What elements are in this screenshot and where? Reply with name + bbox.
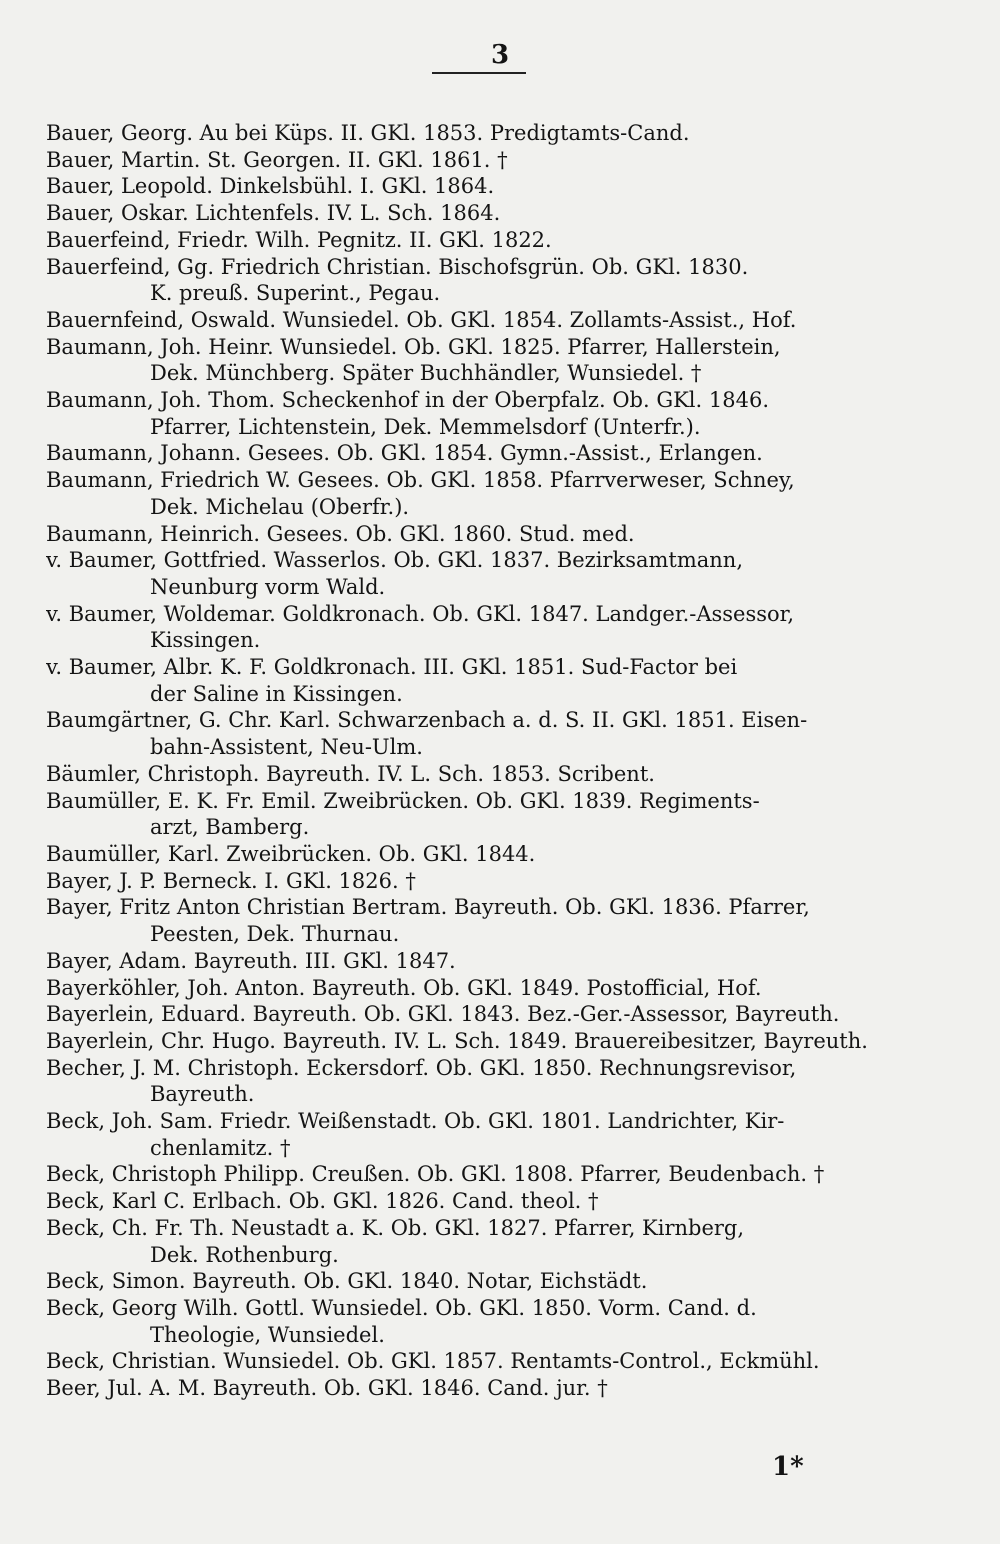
printer-signature-mark: 1* xyxy=(772,1452,804,1482)
page-number: 3 xyxy=(490,40,510,70)
register-entry xyxy=(46,227,914,254)
register-entry xyxy=(46,1295,914,1348)
entry-first-line: Baumann, Joh. Thom. Scheckenhof in der Oberpfalz. Ob. GKl. 1846. xyxy=(46,388,769,413)
entry-first-line: Bauer, Martin. St. Georgen. II. GKl. 1861. † xyxy=(46,147,508,172)
register-entry xyxy=(46,440,914,467)
entry-continuation-line: arzt, Bamberg. xyxy=(150,815,310,840)
entry-first-line: Baumann, Joh. Heinr. Wunsiedel. Ob. GKl. 1825. Pfarrer, Hallerstein, xyxy=(46,334,781,359)
entry-first-line: Baumüller, E. K. Fr. Emil. Zweibrücken. Ob. GKl. 1839. Regiments- xyxy=(46,788,760,813)
entry-first-line: Bäumler, Christoph. Bayreuth. IV. L. Sch. 1853. Scribent. xyxy=(46,761,655,786)
register-entry xyxy=(46,841,914,868)
entry-first-line: Beck, Georg Wilh. Gottl. Wunsiedel. Ob. GKl. 1850. Vorm. Cand. d. xyxy=(46,1295,757,1320)
entry-continuation-line: Pfarrer, Lichtenstein, Dek. Memmelsdorf (Unterfr.). xyxy=(150,414,701,439)
register-entry xyxy=(46,601,914,654)
entry-first-line: Baumann, Heinrich. Gesees. Ob. GKl. 1860. Stud. med. xyxy=(46,521,635,546)
entry-first-line: Bayerköhler, Joh. Anton. Bayreuth. Ob. GKl. 1849. Postofficial, Hof. xyxy=(46,975,762,1000)
entry-first-line: Beck, Karl C. Erlbach. Ob. GKl. 1826. Cand. theol. † xyxy=(46,1189,599,1214)
register-entry xyxy=(46,1375,914,1402)
register-entry xyxy=(46,868,914,895)
register-entries xyxy=(46,120,914,1402)
entry-continuation-line: Bayreuth. xyxy=(150,1082,255,1107)
entry-first-line: Beck, Simon. Bayreuth. Ob. GKl. 1840. Notar, Eichstädt. xyxy=(46,1269,648,1294)
entry-first-line: Bayer, Fritz Anton Christian Bertram. Bayreuth. Ob. GKl. 1836. Pfarrer, xyxy=(46,895,810,920)
entry-first-line: Beck, Joh. Sam. Friedr. Weißenstadt. Ob. GKl. 1801. Landrichter, Kir- xyxy=(46,1109,785,1134)
entry-continuation-line: Neunburg vorm Wald. xyxy=(150,574,386,599)
register-entry xyxy=(46,147,914,174)
entry-first-line: Beck, Ch. Fr. Th. Neustadt a. K. Ob. GKl. 1827. Pfarrer, Kirnberg, xyxy=(46,1215,745,1240)
register-entry xyxy=(46,120,914,147)
entry-continuation-line: K. preuß. Superint., Pegau. xyxy=(150,281,441,306)
entry-continuation-line: Peesten, Dek. Thurnau. xyxy=(150,922,400,947)
register-entry xyxy=(46,1001,914,1028)
entry-continuation-line: Dek. Michelau (Oberfr.). xyxy=(150,494,410,519)
entry-first-line: Bauer, Leopold. Dinkelsbühl. I. GKl. 1864. xyxy=(46,174,495,199)
register-entry xyxy=(46,1028,914,1055)
entry-first-line: Becher, J. M. Christoph. Eckersdorf. Ob. GKl. 1850. Rechnungsrevisor, xyxy=(46,1055,797,1080)
register-entry xyxy=(46,254,914,307)
register-entry xyxy=(46,761,914,788)
entry-first-line: Bauerfeind, Friedr. Wilh. Pegnitz. II. GKl. 1822. xyxy=(46,227,552,252)
entry-continuation-line: der Saline in Kissingen. xyxy=(150,681,403,706)
entry-first-line: Baumüller, Karl. Zweibrücken. Ob. GKl. 1844. xyxy=(46,841,536,866)
register-entry xyxy=(46,521,914,548)
register-entry xyxy=(46,788,914,841)
entry-first-line: Bayerlein, Chr. Hugo. Bayreuth. IV. L. Sch. 1849. Brauereibesitzer, Bayreuth. xyxy=(46,1028,868,1053)
entry-first-line: Bauernfeind, Oswald. Wunsiedel. Ob. GKl. 1854. Zollamts-Assist., Hof. xyxy=(46,307,797,332)
entry-first-line: Beer, Jul. A. M. Bayreuth. Ob. GKl. 1846. Cand. jur. † xyxy=(46,1376,608,1401)
register-entry xyxy=(46,547,914,600)
register-entry xyxy=(46,1268,914,1295)
register-entry xyxy=(46,1348,914,1375)
entry-first-line: Baumann, Johann. Gesees. Ob. GKl. 1854. Gymn.-Assist., Erlangen. xyxy=(46,441,763,466)
register-entry xyxy=(46,1108,914,1161)
entry-first-line: Bauer, Georg. Au bei Küps. II. GKl. 1853. Predigtamts-Cand. xyxy=(46,121,690,145)
register-entry xyxy=(46,1215,914,1268)
register-entry xyxy=(46,1161,914,1188)
entry-first-line: Beck, Christoph Philipp. Creußen. Ob. GKl. 1808. Pfarrer, Beudenbach. † xyxy=(46,1162,825,1187)
register-entry xyxy=(46,173,914,200)
entry-first-line: Bayer, Adam. Bayreuth. III. GKl. 1847. xyxy=(46,948,456,973)
entry-first-line: v. Baumer, Woldemar. Goldkronach. Ob. GKl. 1847. Landger.-Assessor, xyxy=(46,601,795,626)
register-entry xyxy=(46,654,914,707)
entry-continuation-line: Dek. Rothenburg. xyxy=(150,1242,339,1267)
entry-first-line: Beck, Christian. Wunsiedel. Ob. GKl. 1857. Rentamts-Control., Eckmühl. xyxy=(46,1349,820,1374)
entry-first-line: Baumann, Friedrich W. Gesees. Ob. GKl. 1858. Pfarrverweser, Schney, xyxy=(46,468,795,493)
entry-first-line: v. Baumer, Gottfried. Wasserlos. Ob. GKl. 1837. Bezirksamtmann, xyxy=(46,548,743,573)
register-entry xyxy=(46,1188,914,1215)
register-entry xyxy=(46,334,914,387)
entry-continuation-line: Kissingen. xyxy=(150,628,261,653)
entry-continuation-line: chenlamitz. † xyxy=(150,1135,291,1160)
register-entry xyxy=(46,948,914,975)
entry-first-line: v. Baumer, Albr. K. F. Goldkronach. III. GKl. 1851. Sud-Factor bei xyxy=(46,655,738,680)
register-entry xyxy=(46,1055,914,1108)
register-entry xyxy=(46,975,914,1002)
entry-continuation-line: Theologie, Wunsiedel. xyxy=(150,1322,385,1347)
entry-first-line: Baumgärtner, G. Chr. Karl. Schwarzenbach a. d. S. II. GKl. 1851. Eisen- xyxy=(46,708,808,733)
register-entry xyxy=(46,707,914,760)
entry-continuation-line: Dek. Münchberg. Später Buchhändler, Wunsiedel. † xyxy=(150,361,702,386)
entry-first-line: Bauer, Oskar. Lichtenfels. IV. L. Sch. 1864. xyxy=(46,201,501,226)
entry-first-line: Bayerlein, Eduard. Bayreuth. Ob. GKl. 1843. Bez.-Ger.-Assessor, Bayreuth. xyxy=(46,1002,840,1027)
entry-continuation-line: bahn-Assistent, Neu-Ulm. xyxy=(150,735,423,760)
entry-first-line: Bayer, J. P. Berneck. I. GKl. 1826. † xyxy=(46,868,416,893)
register-entry xyxy=(46,894,914,947)
register-entry xyxy=(46,387,914,440)
register-entry xyxy=(46,467,914,520)
register-entry xyxy=(46,200,914,227)
entry-first-line: Bauerfeind, Gg. Friedrich Christian. Bischofsgrün. Ob. GKl. 1830. xyxy=(46,254,749,279)
register-entry xyxy=(46,307,914,334)
page-number-rule xyxy=(432,72,526,74)
